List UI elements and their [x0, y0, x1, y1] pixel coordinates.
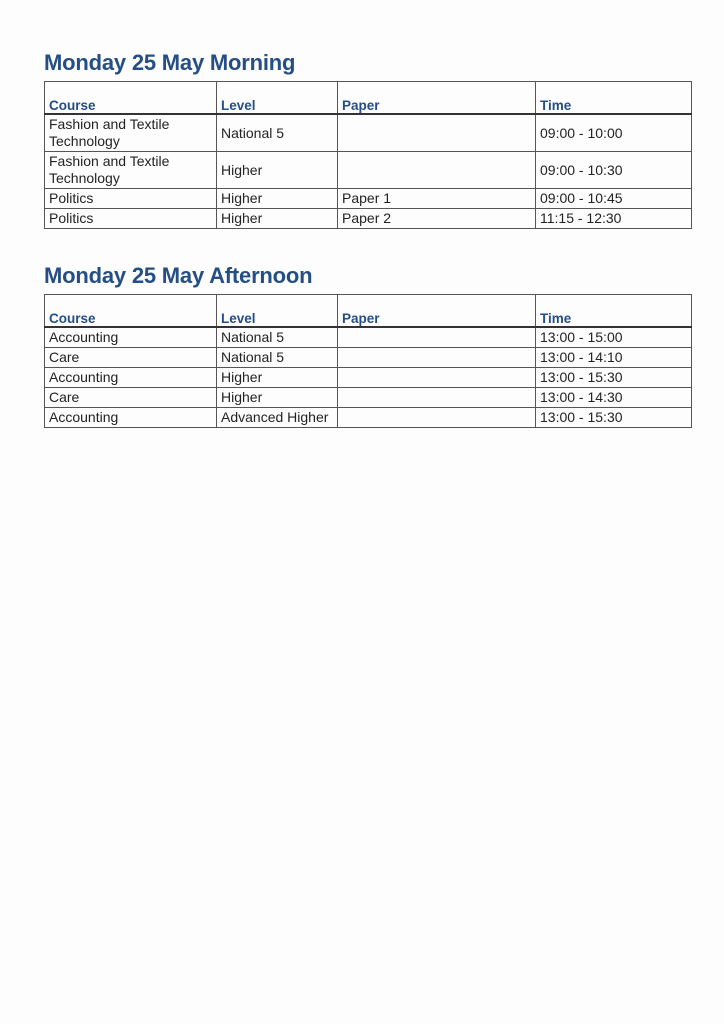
cell-course: Fashion and Textile Technology — [45, 152, 217, 189]
cell-course: Politics — [45, 189, 217, 209]
cell-level: Higher — [217, 388, 338, 408]
table-header-row — [45, 82, 692, 115]
cell-paper — [338, 388, 536, 408]
cell-time: 13:00 - 14:10 — [536, 348, 692, 368]
column-header-time: Time — [536, 295, 692, 328]
cell-course: Politics — [45, 209, 217, 229]
cell-course: Fashion and Textile Technology — [45, 114, 217, 152]
table-row — [45, 114, 692, 152]
cell-level: Higher — [217, 152, 338, 189]
column-header-course: Course — [45, 295, 217, 328]
column-header-paper: Paper — [338, 82, 536, 115]
table-row — [45, 408, 692, 428]
cell-paper — [338, 114, 536, 152]
table-row — [45, 209, 692, 229]
table-row — [45, 368, 692, 388]
table-row — [45, 388, 692, 408]
cell-level: National 5 — [217, 348, 338, 368]
cell-course: Care — [45, 348, 217, 368]
session-morning — [44, 50, 692, 229]
cell-course: Accounting — [45, 327, 217, 348]
column-header-course: Course — [45, 82, 217, 115]
table-header-row — [45, 295, 692, 328]
exam-timetable-page — [44, 50, 692, 462]
session-title: Monday 25 May Afternoon — [44, 263, 313, 288]
session-title: Monday 25 May Morning — [44, 50, 296, 75]
table-row — [45, 348, 692, 368]
cell-level: National 5 — [217, 114, 338, 152]
cell-paper: Paper 2 — [338, 209, 536, 229]
column-header-level: Level — [217, 295, 338, 328]
cell-time: 13:00 - 15:30 — [536, 408, 692, 428]
table-row — [45, 152, 692, 189]
session-afternoon — [44, 263, 692, 428]
cell-level: Higher — [217, 189, 338, 209]
cell-time: 13:00 - 14:30 — [536, 388, 692, 408]
session-table — [44, 81, 692, 229]
cell-time: 09:00 - 10:45 — [536, 189, 692, 209]
column-header-paper: Paper — [338, 295, 536, 328]
cell-level: Higher — [217, 368, 338, 388]
cell-course: Accounting — [45, 368, 217, 388]
cell-level: Advanced Higher — [217, 408, 338, 428]
cell-paper — [338, 348, 536, 368]
cell-time: 11:15 - 12:30 — [536, 209, 692, 229]
cell-paper — [338, 408, 536, 428]
cell-time: 13:00 - 15:30 — [536, 368, 692, 388]
session-table — [44, 294, 692, 428]
cell-time: 09:00 - 10:30 — [536, 152, 692, 189]
cell-paper — [338, 327, 536, 348]
table-row — [45, 189, 692, 209]
column-header-time: Time — [536, 82, 692, 115]
cell-paper — [338, 152, 536, 189]
cell-course: Accounting — [45, 408, 217, 428]
cell-paper — [338, 368, 536, 388]
cell-level: Higher — [217, 209, 338, 229]
cell-time: 13:00 - 15:00 — [536, 327, 692, 348]
cell-paper: Paper 1 — [338, 189, 536, 209]
cell-time: 09:00 - 10:00 — [536, 114, 692, 152]
table-row — [45, 327, 692, 348]
cell-level: National 5 — [217, 327, 338, 348]
column-header-level: Level — [217, 82, 338, 115]
cell-course: Care — [45, 388, 217, 408]
